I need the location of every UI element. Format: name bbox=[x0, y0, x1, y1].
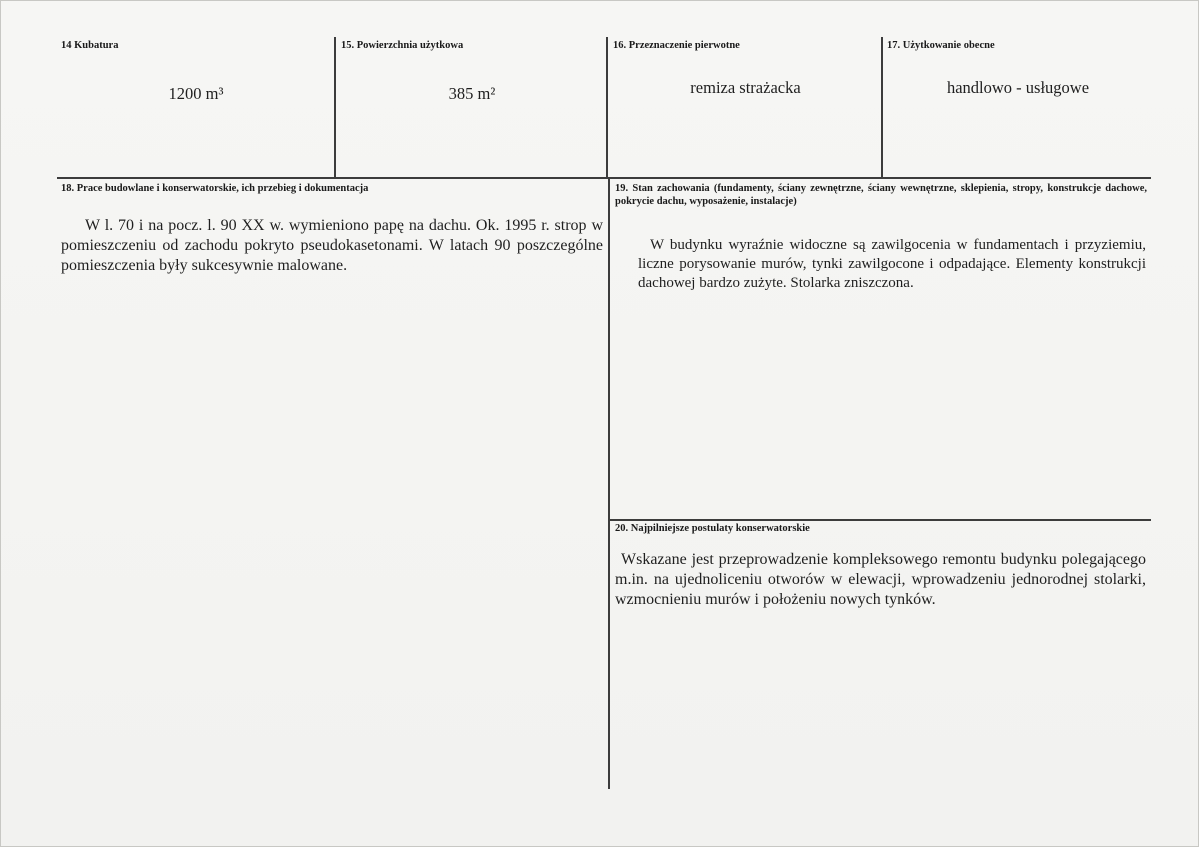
field-17-value: handlowo - usługowe bbox=[946, 78, 1090, 97]
divider-18-19 bbox=[608, 177, 610, 789]
divider-16-17 bbox=[881, 37, 883, 177]
divider-19-20 bbox=[608, 519, 1151, 521]
field-19-label: 19. Stan zachowania (fundamenty, ściany zewnętrzne, ściany wewnętrzne, sklepienia, stropy, konstrukcje dachowe, pokrycie dachu, wyposażenie, instalacje) bbox=[615, 183, 1147, 207]
field-20-label: 20. Najpilniejsze postulaty konserwatorskie bbox=[615, 523, 810, 534]
field-17-label: 17. Użytkowanie obecne bbox=[887, 40, 995, 51]
divider-14-15 bbox=[334, 37, 336, 177]
field-18-label: 18. Prace budowlane i konserwatorskie, ich przebieg i dokumentacja bbox=[61, 183, 369, 194]
divider-15-16 bbox=[606, 37, 608, 177]
field-18-text: W l. 70 i na pocz. l. 90 XX w. wymieniono papę na dachu. Ok. 1995 r. strop w pomieszczeniu od zachodu pokryto pseudokasetonami. W latach 90 poszczególne pomieszczenia były sukcesywnie malowane. bbox=[61, 217, 603, 274]
field-16-label: 16. Przeznaczenie pierwotne bbox=[613, 40, 740, 51]
field-14-label: 14 Kubatura bbox=[61, 40, 119, 51]
field-15-value: 385 m² bbox=[448, 84, 496, 103]
field-20-text: Wskazane jest przeprowadzenie kompleksowego remontu budynku polegającego m.in. na ujednoliceniu otworów w elewacji, wprowadzeniu jednorodnej stolarki, wzmocnieniu murów i położeniu nowych tynków. bbox=[615, 551, 1146, 608]
row-divider bbox=[57, 177, 1151, 179]
field-14-value: 1200 m³ bbox=[168, 84, 224, 103]
field-16-value: remiza strażacka bbox=[690, 78, 801, 97]
field-15-label: 15. Powierzchnia użytkowa bbox=[341, 40, 464, 51]
field-19-text: W budynku wyraźnie widoczne są zawilgocenia w fundamentach i przyziemiu, liczne porysowanie murów, tynki zawilgocone i odpadające. Elementy konstrukcji dachowej bardzo zużyte. Stolarka zniszczona. bbox=[638, 237, 1146, 291]
